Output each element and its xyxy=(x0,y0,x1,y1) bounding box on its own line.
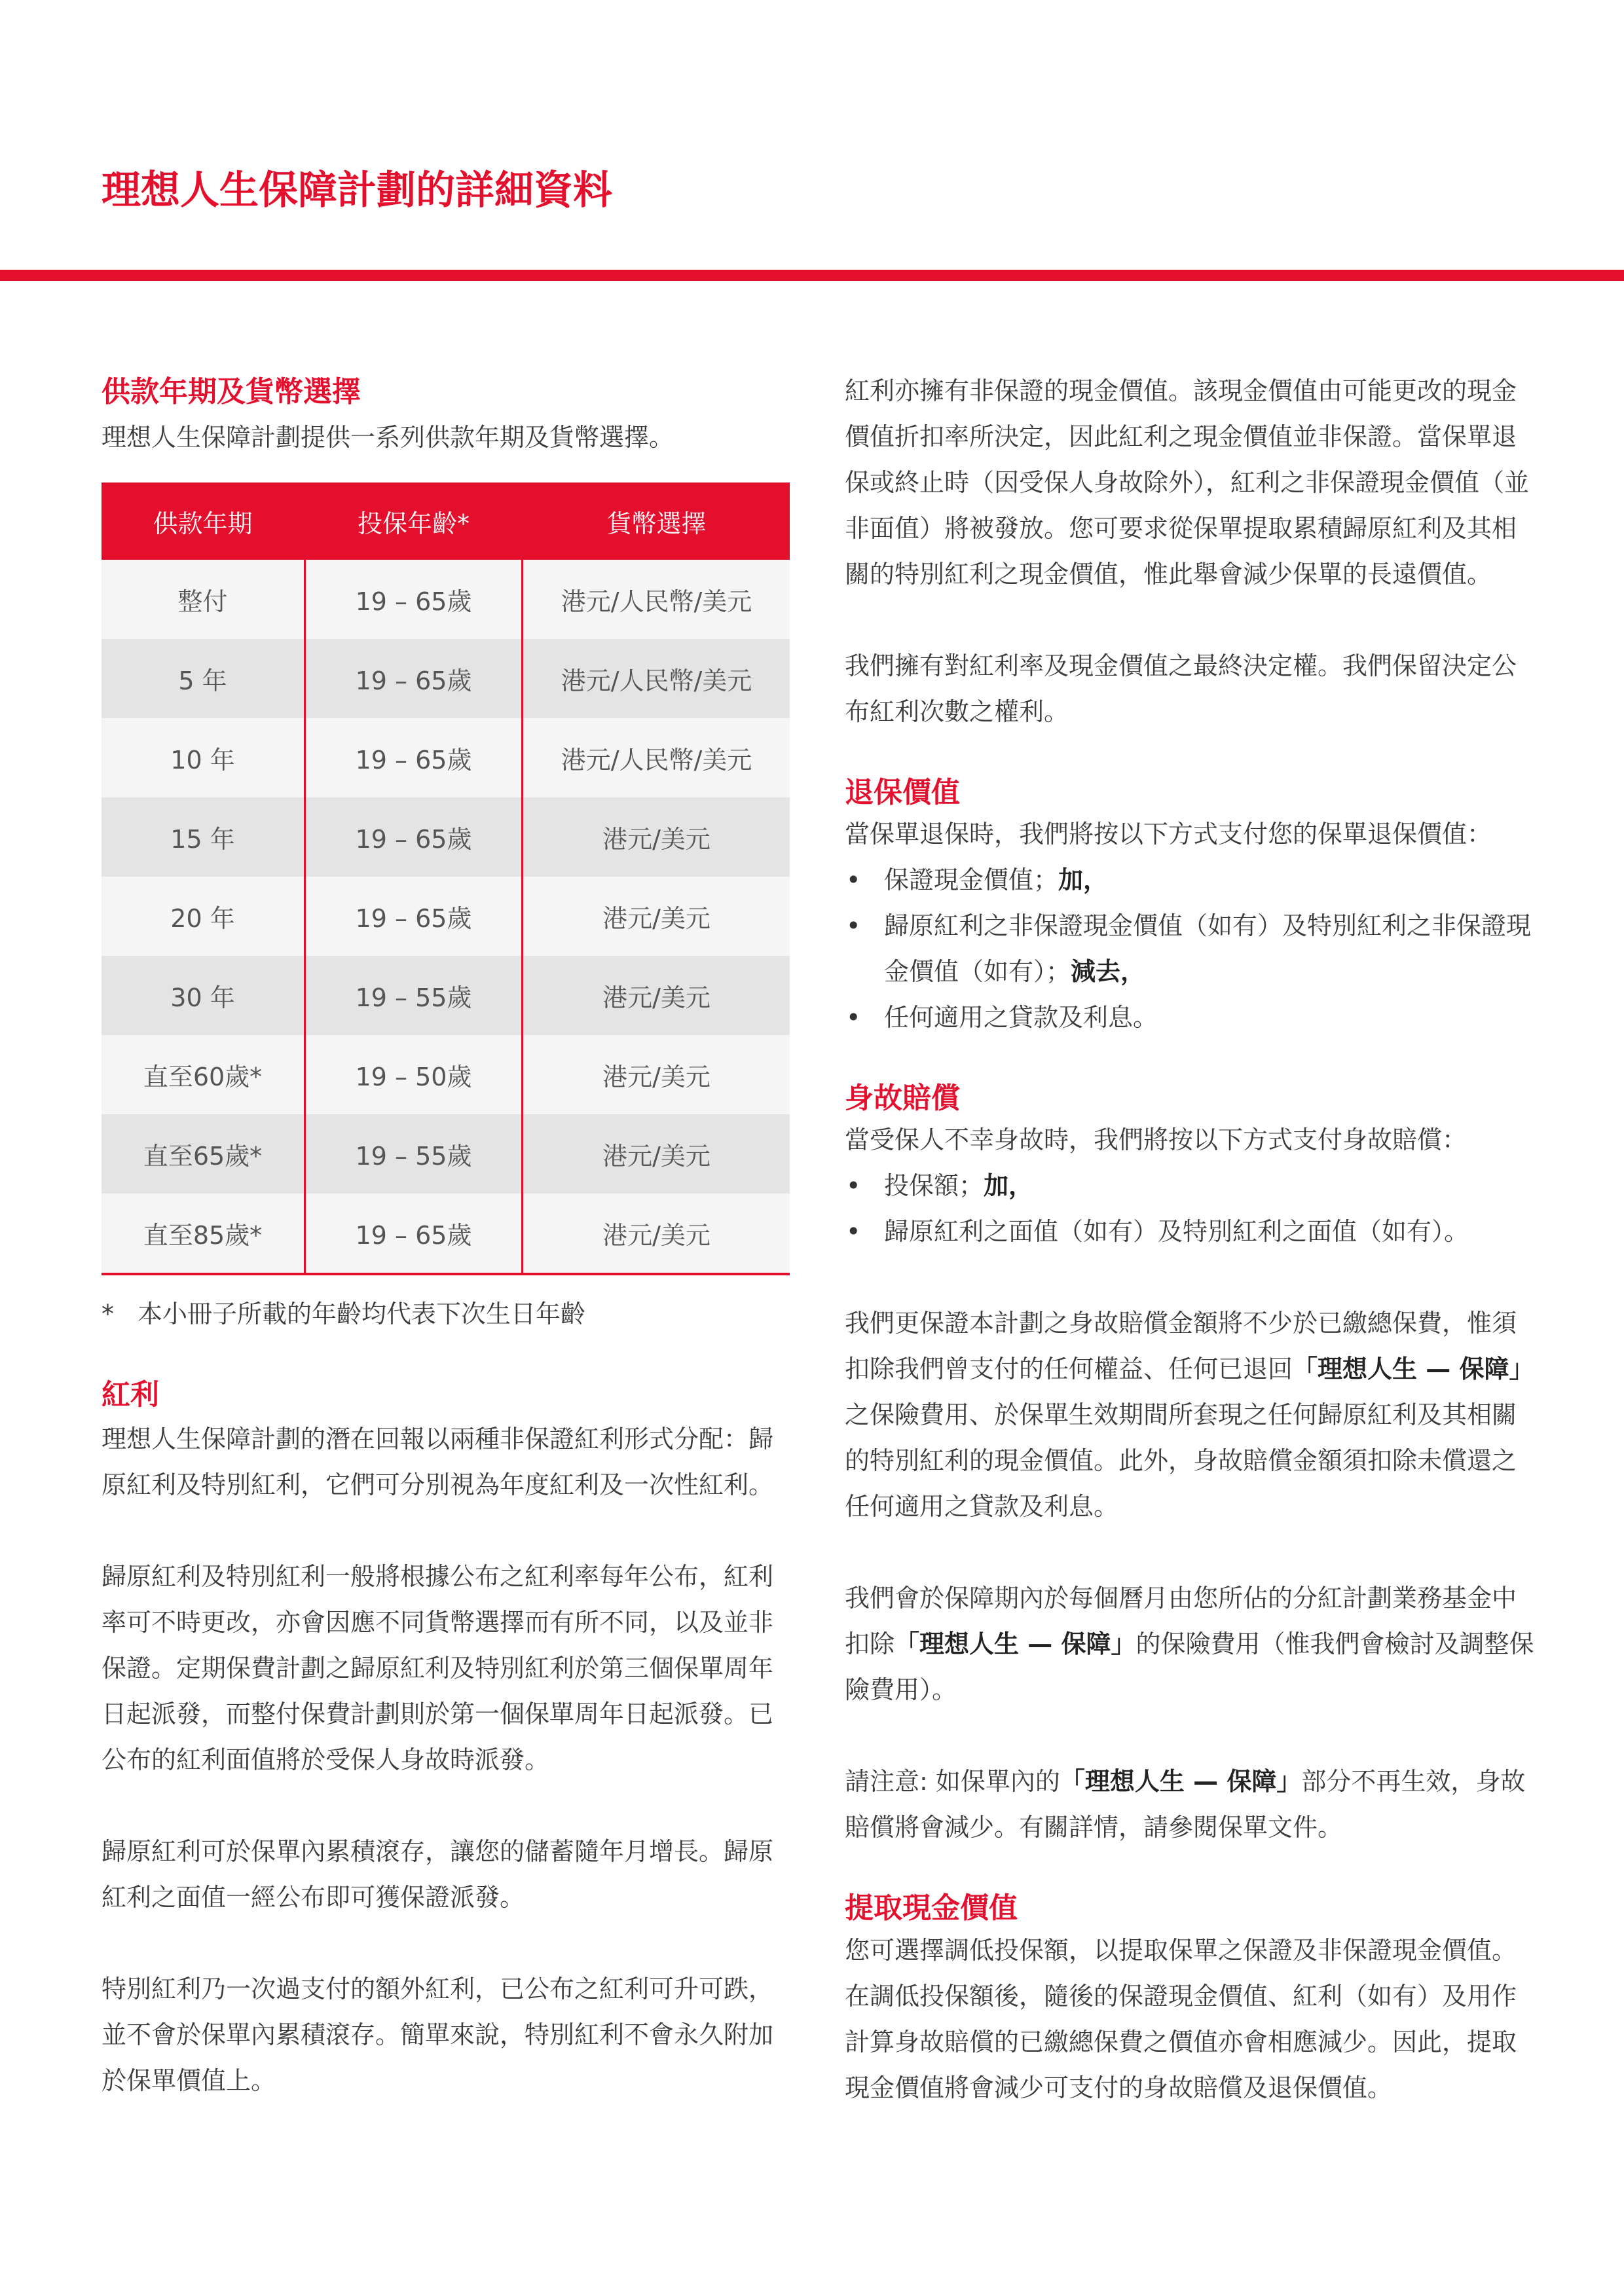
table-row xyxy=(101,1194,790,1274)
page-title: 理想人生保障計劃的詳細資料 xyxy=(101,168,612,213)
list-item: • 保證現金價值；加， xyxy=(845,857,1539,903)
cell-payment-term: 整付 xyxy=(101,560,305,639)
bonus-paragraph-2: 歸原紅利及特別紅利一般將根據公布之紅利率每年公布，紅利率可不時更改，亦會因應不同貨幣選擇而有所不同，以及並非保證。定期保費計劃之歸原紅利及特別紅利於第三個保單周年日起派發，而整付保費計劃則於第一個保單周年日起派發。已公布的紅利面值將於受保人身故時派發。 xyxy=(101,1562,774,1775)
term-currency-intro: 理想人生保障計劃提供一系列供款年期及貨幣選擇。 xyxy=(101,423,674,452)
cell-payment-term: 5 年 xyxy=(101,639,305,718)
table-row xyxy=(101,560,790,639)
bonus-paragraph-1: 理想人生保障計劃的潛在回報以兩種非保證紅利形式分配：歸原紅利及特別紅利，它們可分別視為年度紅利及一次性紅利。 xyxy=(101,1425,774,1500)
cell-payment-term: 直至60歲* xyxy=(101,1035,305,1114)
cell-issue-age: 19 – 65歲 xyxy=(305,1194,523,1274)
death-benefit-heading: 身故賠償 xyxy=(845,1082,960,1116)
death-benefit-intro: 當受保人不幸身故時，我們將按以下方式支付身故賠償： xyxy=(845,1125,1467,1155)
left-column xyxy=(101,373,789,2104)
age-footnote xyxy=(101,1291,789,1337)
death-benefit-list xyxy=(845,1163,1539,1254)
withdraw-cash-value-heading: 提取現金價值 xyxy=(845,1891,1018,1925)
cell-payment-term: 10 年 xyxy=(101,718,305,797)
table-row xyxy=(101,877,790,956)
table-row xyxy=(101,1114,790,1194)
product-name-bold: 「理想人生 — 保障」 xyxy=(895,1630,1136,1659)
cell-currency: 港元/人民幣/美元 xyxy=(523,639,790,718)
cell-currency: 港元/美元 xyxy=(523,956,790,1035)
list-item: • 任何適用之貸款及利息。 xyxy=(845,994,1539,1040)
list-item: • 歸原紅利之非保證現金價值（如有）及特別紅利之非保證現金價值（如有）；減去， xyxy=(845,903,1539,994)
right-column xyxy=(845,373,1539,2111)
cell-issue-age: 19 – 50歲 xyxy=(305,1035,523,1114)
bonus-paragraph-3: 歸原紅利可於保單內累積滾存，讓您的儲蓄隨年月增長。歸原紅利之面值一經公布即可獲保證派發。 xyxy=(101,1837,774,1912)
cell-issue-age: 19 – 55歲 xyxy=(305,956,523,1035)
footnote-mark: * xyxy=(101,1300,114,1329)
cell-payment-term: 30 年 xyxy=(101,956,305,1035)
cell-issue-age: 19 – 65歲 xyxy=(305,797,523,877)
cell-currency: 港元/美元 xyxy=(523,1194,790,1274)
table-row xyxy=(101,639,790,718)
cell-issue-age: 19 – 55歲 xyxy=(305,1114,523,1194)
cell-issue-age: 19 – 65歲 xyxy=(305,639,523,718)
cell-currency: 港元/美元 xyxy=(523,797,790,877)
surrender-value-intro: 當保單退保時，我們將按以下方式支付您的保單退保價值： xyxy=(845,820,1492,849)
product-name-bold: 「理想人生 — 保障」 xyxy=(1060,1767,1302,1796)
cell-currency: 港元/人民幣/美元 xyxy=(523,560,790,639)
insurance-charge-paragraph: 我們會於保障期內於每個曆月由您所佔的分紅計劃業務基金中扣除「理想人生 — 保障」的保險費用（惟我們會檢討及調整保險費用）。 xyxy=(845,1584,1534,1705)
cell-issue-age: 19 – 65歲 xyxy=(305,877,523,956)
cell-issue-age: 19 – 65歲 xyxy=(305,560,523,639)
surrender-value-heading: 退保價值 xyxy=(845,776,960,809)
cell-currency: 港元/美元 xyxy=(523,877,790,956)
term-currency-heading: 供款年期及貨幣選擇 xyxy=(101,375,361,409)
death-benefit-guarantee-paragraph: 我們更保證本計劃之身故賠償金額將不少於已繳總保費，惟須扣除我們曾支付的任何權益、任何已退回「理想人生 — 保障」之保險費用、於保單生效期間所套現之任何歸原紅利及其相關的特別紅利的現金價值。此外，身故賠償金額須扣除未償還之任何適用之貸款及利息。 xyxy=(845,1309,1534,1522)
footnote-text: 本小冊子所載的年齡均代表下次生日年齡 xyxy=(138,1300,586,1329)
bonus-rights-paragraph: 我們擁有對紅利率及現金價值之最終決定權。我們保留決定公布紅利次數之權利。 xyxy=(845,651,1517,726)
bonus-paragraph-4: 特別紅利乃一次過支付的額外紅利，已公布之紅利可升可跌，並不會於保單內累積滾存。簡單來說，特別紅利不會永久附加於保單價值上。 xyxy=(101,1975,774,2096)
header-currency: 貨幣選擇 xyxy=(523,483,790,560)
surrender-value-list xyxy=(845,857,1539,1040)
cell-payment-term: 直至85歲* xyxy=(101,1194,305,1274)
cell-currency: 港元/人民幣/美元 xyxy=(523,718,790,797)
bonus-cash-value-paragraph: 紅利亦擁有非保證的現金價值。該現金價值由可能更改的現金價值折扣率所決定，因此紅利之現金價值並非保證。當保單退保或終止時（因受保人身故除外），紅利之非保證現金價值（並非面值）將被發放。您可要求從保單提取累積歸原紅利及其相關的特別紅利之現金價值，惟此舉會減少保單的長遠價值。 xyxy=(845,376,1530,589)
title-divider xyxy=(0,270,1624,281)
table-row xyxy=(101,956,790,1035)
withdraw-cash-value-paragraph: 您可選擇調低投保額，以提取保單之保證及非保證現金價值。在調低投保額後，隨後的保證現金價值、紅利（如有）及用作計算身故賠償的已繳總保費之價值亦會相應減少。因此，提取現金價值將會減少可支付的身故賠償及退保價值。 xyxy=(845,1935,1517,2102)
cell-payment-term: 20 年 xyxy=(101,877,305,956)
cell-currency: 港元/美元 xyxy=(523,1035,790,1114)
term-currency-table xyxy=(101,483,790,1275)
cell-payment-term: 15 年 xyxy=(101,797,305,877)
table-row xyxy=(101,797,790,877)
header-payment-term: 供款年期 xyxy=(101,483,305,560)
cell-payment-term: 直至65歲* xyxy=(101,1114,305,1194)
cell-currency: 港元/美元 xyxy=(523,1114,790,1194)
bonus-heading: 紅利 xyxy=(101,1378,159,1412)
table-row xyxy=(101,1035,790,1114)
product-name-bold: 「理想人生 — 保障」 xyxy=(1293,1355,1534,1384)
table-row xyxy=(101,718,790,797)
note-paragraph: 請注意: 如保單內的「理想人生 — 保障」部分不再生效，身故賠償將會減少。有關詳情，請參閱保單文件。 xyxy=(845,1767,1526,1842)
list-item: • 投保額；加， xyxy=(845,1163,1539,1209)
header-issue-age: 投保年齡* xyxy=(305,483,523,560)
list-item: • 歸原紅利之面值（如有）及特別紅利之面值（如有）。 xyxy=(845,1209,1539,1254)
table-header-row xyxy=(101,483,790,560)
cell-issue-age: 19 – 65歲 xyxy=(305,718,523,797)
